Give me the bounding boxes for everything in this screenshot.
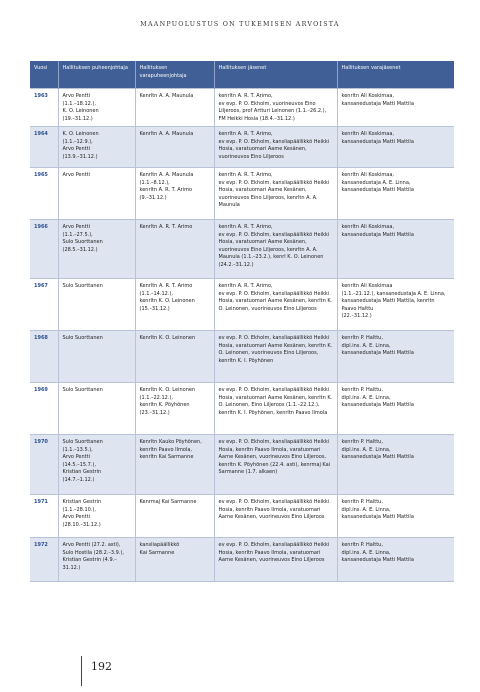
deputies-cell: kenrltn P. Halttu, dipl.ins. A. E. Linna, kansanedustaja Matti Mattila [337, 495, 454, 538]
board-table [30, 61, 454, 582]
table-row [30, 168, 454, 220]
deputies-cell: kenrltn Ali Koskimaa, kansanedustaja A. E. Linna, kansanedustaja Matti Mattila [337, 168, 454, 220]
deputies-cell: kenrltn Ali Koskimaa, kansanedustaja Matti Mattila [337, 127, 454, 168]
chair-cell: Sulo Suorttanen [58, 279, 135, 331]
chair-cell: Arvo Pentti (1.1.–18.12.), K. O. Leinonen (19.–31.12.) [58, 89, 135, 127]
deputies-cell: kenrltn Ali Koskimaa (1.1.–21.12.), kansanedustaja A. E. Linna, kansanedustaja Matti Mattila, kenrltn Paavo Halttu (22.–31.12.) [337, 279, 454, 331]
deputies-cell: kenrltn P. Halttu, dipl.ins. A. E. Linna, kansanedustaja Matti Mattila [337, 435, 454, 495]
year-cell: 1964 [30, 127, 58, 168]
running-header: MAANPUOLUSTUS ON TUKEMISEN ARVOISTA [140, 21, 340, 28]
year-cell: 1972 [30, 538, 58, 582]
vice-chair-cell: kansliapäällikkö Kai Sarmanne [135, 538, 214, 582]
chair-cell: Arvo Pentti (1.1.–27.5.), Sulo Suorttanen (28.5.–31.12.) [58, 220, 135, 279]
year-cell: 1966 [30, 220, 58, 279]
chair-cell: Sulo Suorttanen (1.1.–13.5.), Arvo Pentti (14.5.–15.7.), Kristian Gestrin (14.7.–1.12.) [58, 435, 135, 495]
table-row [30, 435, 454, 495]
chair-cell: Arvo Pentti [58, 168, 135, 220]
deputies-cell: kenrltn P. Halttu, dipl.ins. A. E. Linna, kansanedustaja Matti Mattila [337, 383, 454, 435]
members-cell: kenrltn A. R. T. Arimo, ev evp. P. O. Ekholm, kansliapäällikkö Heikki Hosia, varatuomari Aame Kesänen, vuorineuvos Eino Liljeroos, kenrltn A. A. Maunula [214, 168, 337, 220]
chair-cell: K. O. Leinonen (1.1.–12.9.), Arvo Pentti (13.9.–31.12.) [58, 127, 135, 168]
table-row [30, 538, 454, 582]
col-header-deputies: Hallituksen varajäsenet [337, 61, 454, 89]
year-cell: 1969 [30, 383, 58, 435]
vice-chair-cell: Kenrltn A. R. T. Arimo (1.1.–14.12.), kenrltn K. O. Leinonen (15.–31.12.) [135, 279, 214, 331]
col-header-chair: Hallituksen puheenjohtaja [58, 61, 135, 89]
table-row [30, 331, 454, 383]
header-row [30, 61, 454, 89]
deputies-cell: kenrltn Ali Koskimaa, kansanedustaja Matti Mattila [337, 89, 454, 127]
table-row [30, 383, 454, 435]
year-cell: 1967 [30, 279, 58, 331]
vice-chair-cell: Kenrltn K. O. Leinonen [135, 331, 214, 383]
members-cell: ev evp. P. O. Ekholm, kansliapäällikkö Heikki Hosia, kenrltn Paavo Ilmola, varatuomari Aarne Kesänen, vuorineuvos Eino Liljeroos, kenrltn K. Pöyhönen (22.4. asti), kenrmaj Kai Sarmanne (1.7. alkaen) [214, 435, 337, 495]
footer-rule [81, 656, 82, 686]
year-cell: 1968 [30, 331, 58, 383]
members-cell: ev evp. P. O. Ekholm, kansliapäällikkö Heikki Hosia, kenrltn Paavo Ilmola, varatuomari Aarne Kesänen, vuorineuvos Eino Liljeroos [214, 495, 337, 538]
members-cell: kenrltn A. R. T. Arimo, ev evp. P. O. Ekholm, kansliapäällikkö Heikki Hosia, varatuomari Aame Kesänen, vuorineuvos Eino Liljeroos [214, 127, 337, 168]
year-cell: 1965 [30, 168, 58, 220]
deputies-cell: kenrltn P. Halttu, dipl.ins. A. E. Linna, kansanedustaja Matti Mattila [337, 538, 454, 582]
year-cell: 1971 [30, 495, 58, 538]
table-row [30, 220, 454, 279]
year-cell: 1963 [30, 89, 58, 127]
table-header [30, 61, 454, 89]
vice-chair-cell: Kenrltn Kauko Pöyhönen, kenrltn Paavo Ilmola, kenrltn Kai Sarmanne [135, 435, 214, 495]
members-cell: kenrltn A. R. T. Arimo, ev evp. P. O. Ekholm, kansliapäällikkö Heikki Hosia, varatuomari Aame Kesänen, kenrltn K. O. Leinonen, vuorineuvos Eino Liljeroos [214, 279, 337, 331]
page-number: 192 [91, 660, 112, 673]
vice-chair-cell: Kenrmaj Kai Sarmanne [135, 495, 214, 538]
year-cell: 1970 [30, 435, 58, 495]
table-row [30, 127, 454, 168]
vice-chair-cell: Kenrltn A. A. Maunula [135, 127, 214, 168]
deputies-cell: kenrltn Ali Koskimaa, kansanedustaja Matti Mattila [337, 220, 454, 279]
vice-chair-cell: Kenrltn A. A. Maunula [135, 89, 214, 127]
table-row [30, 89, 454, 127]
table-row [30, 279, 454, 331]
table-row [30, 495, 454, 538]
vice-chair-cell: Kenrltn K. O. Leinonen (1.1.–22.12.), kenrltn K. Pöyhönen (23.–31.12.) [135, 383, 214, 435]
vice-chair-cell: Kenrltn A. R. T. Arimo [135, 220, 214, 279]
chair-cell: Arvo Pentti (27.2. asti), Sulo Hostila (28.2.–3.9.), Kristian Gestrin (4.9.–31.12.) [58, 538, 135, 582]
members-cell: ev evp. P. O. Ekholm, kansliapäällikkö Heikki Hosia, varatuomari Aame Kesänen, kenrltn K. O. Leinonen, Eino Liljeroos (1.1.–22.12.), kenrltn K. I. Pöyhönen, kenrltn Paavo Ilmola [214, 383, 337, 435]
col-header-members: Hallituksen jäsenet [214, 61, 337, 89]
vice-chair-cell: Kenrltn A. A. Maunula (1.1.–8.12.), kenrltn A. R. T. Arimo (9.–31.12.) [135, 168, 214, 220]
members-cell: ev evp. P. O. Ekholm, kansliapäällikkö Heikki Hosia, varatuomari Aame Kesänen, kenrltn K. O. Leinonen, vuorineuvos Eino Liljeroos, kenrltn K. I. Pöyhönen [214, 331, 337, 383]
col-header-year: Vuosi [30, 61, 58, 89]
chair-cell: Sulo Suorttanen [58, 331, 135, 383]
table-body [30, 89, 454, 582]
col-header-vice-chair: Hallituksen varapuheenjohtaja [135, 61, 214, 89]
members-cell: kenrltn A. R. T. Arimo, ev evp. P. O. Ekholm, kansliapäällikkö Heikki Hosia, varatuomari Aame Kesänen, vuorineuvos Eino Liljeroos, kenrltn A. A. Maunula (1.1.–23.2.), kenrl K. O. Leinonen (24.2.–31.12.) [214, 220, 337, 279]
chair-cell: Sulo Suorttanen [58, 383, 135, 435]
board-table-container [30, 61, 454, 582]
chair-cell: Kristian Gestrin (1.1.–28.10.), Arvo Pentti (28.10.–31.12.) [58, 495, 135, 538]
members-cell: ev evp. P. O. Ekholm, kansliapäällikkö Heikki Hosia, kenrltn Paavo Ilmola, varatuomari Aarne Kesänen, vuorineuvos Eino Liljeroos [214, 538, 337, 582]
members-cell: kenrltn A. R. T. Arimo, ev evp. P. O. Ekholm, vuorineuvos Eino Liljeroos, prof Artturi Leinonen (1.1.–26.2.), FM Heikki Hosia (18.4.–31.12.) [214, 89, 337, 127]
deputies-cell: kenrltn P. Halttu, dipl.ins. A. E. Linna, kansanedustaja Matti Mattila [337, 331, 454, 383]
